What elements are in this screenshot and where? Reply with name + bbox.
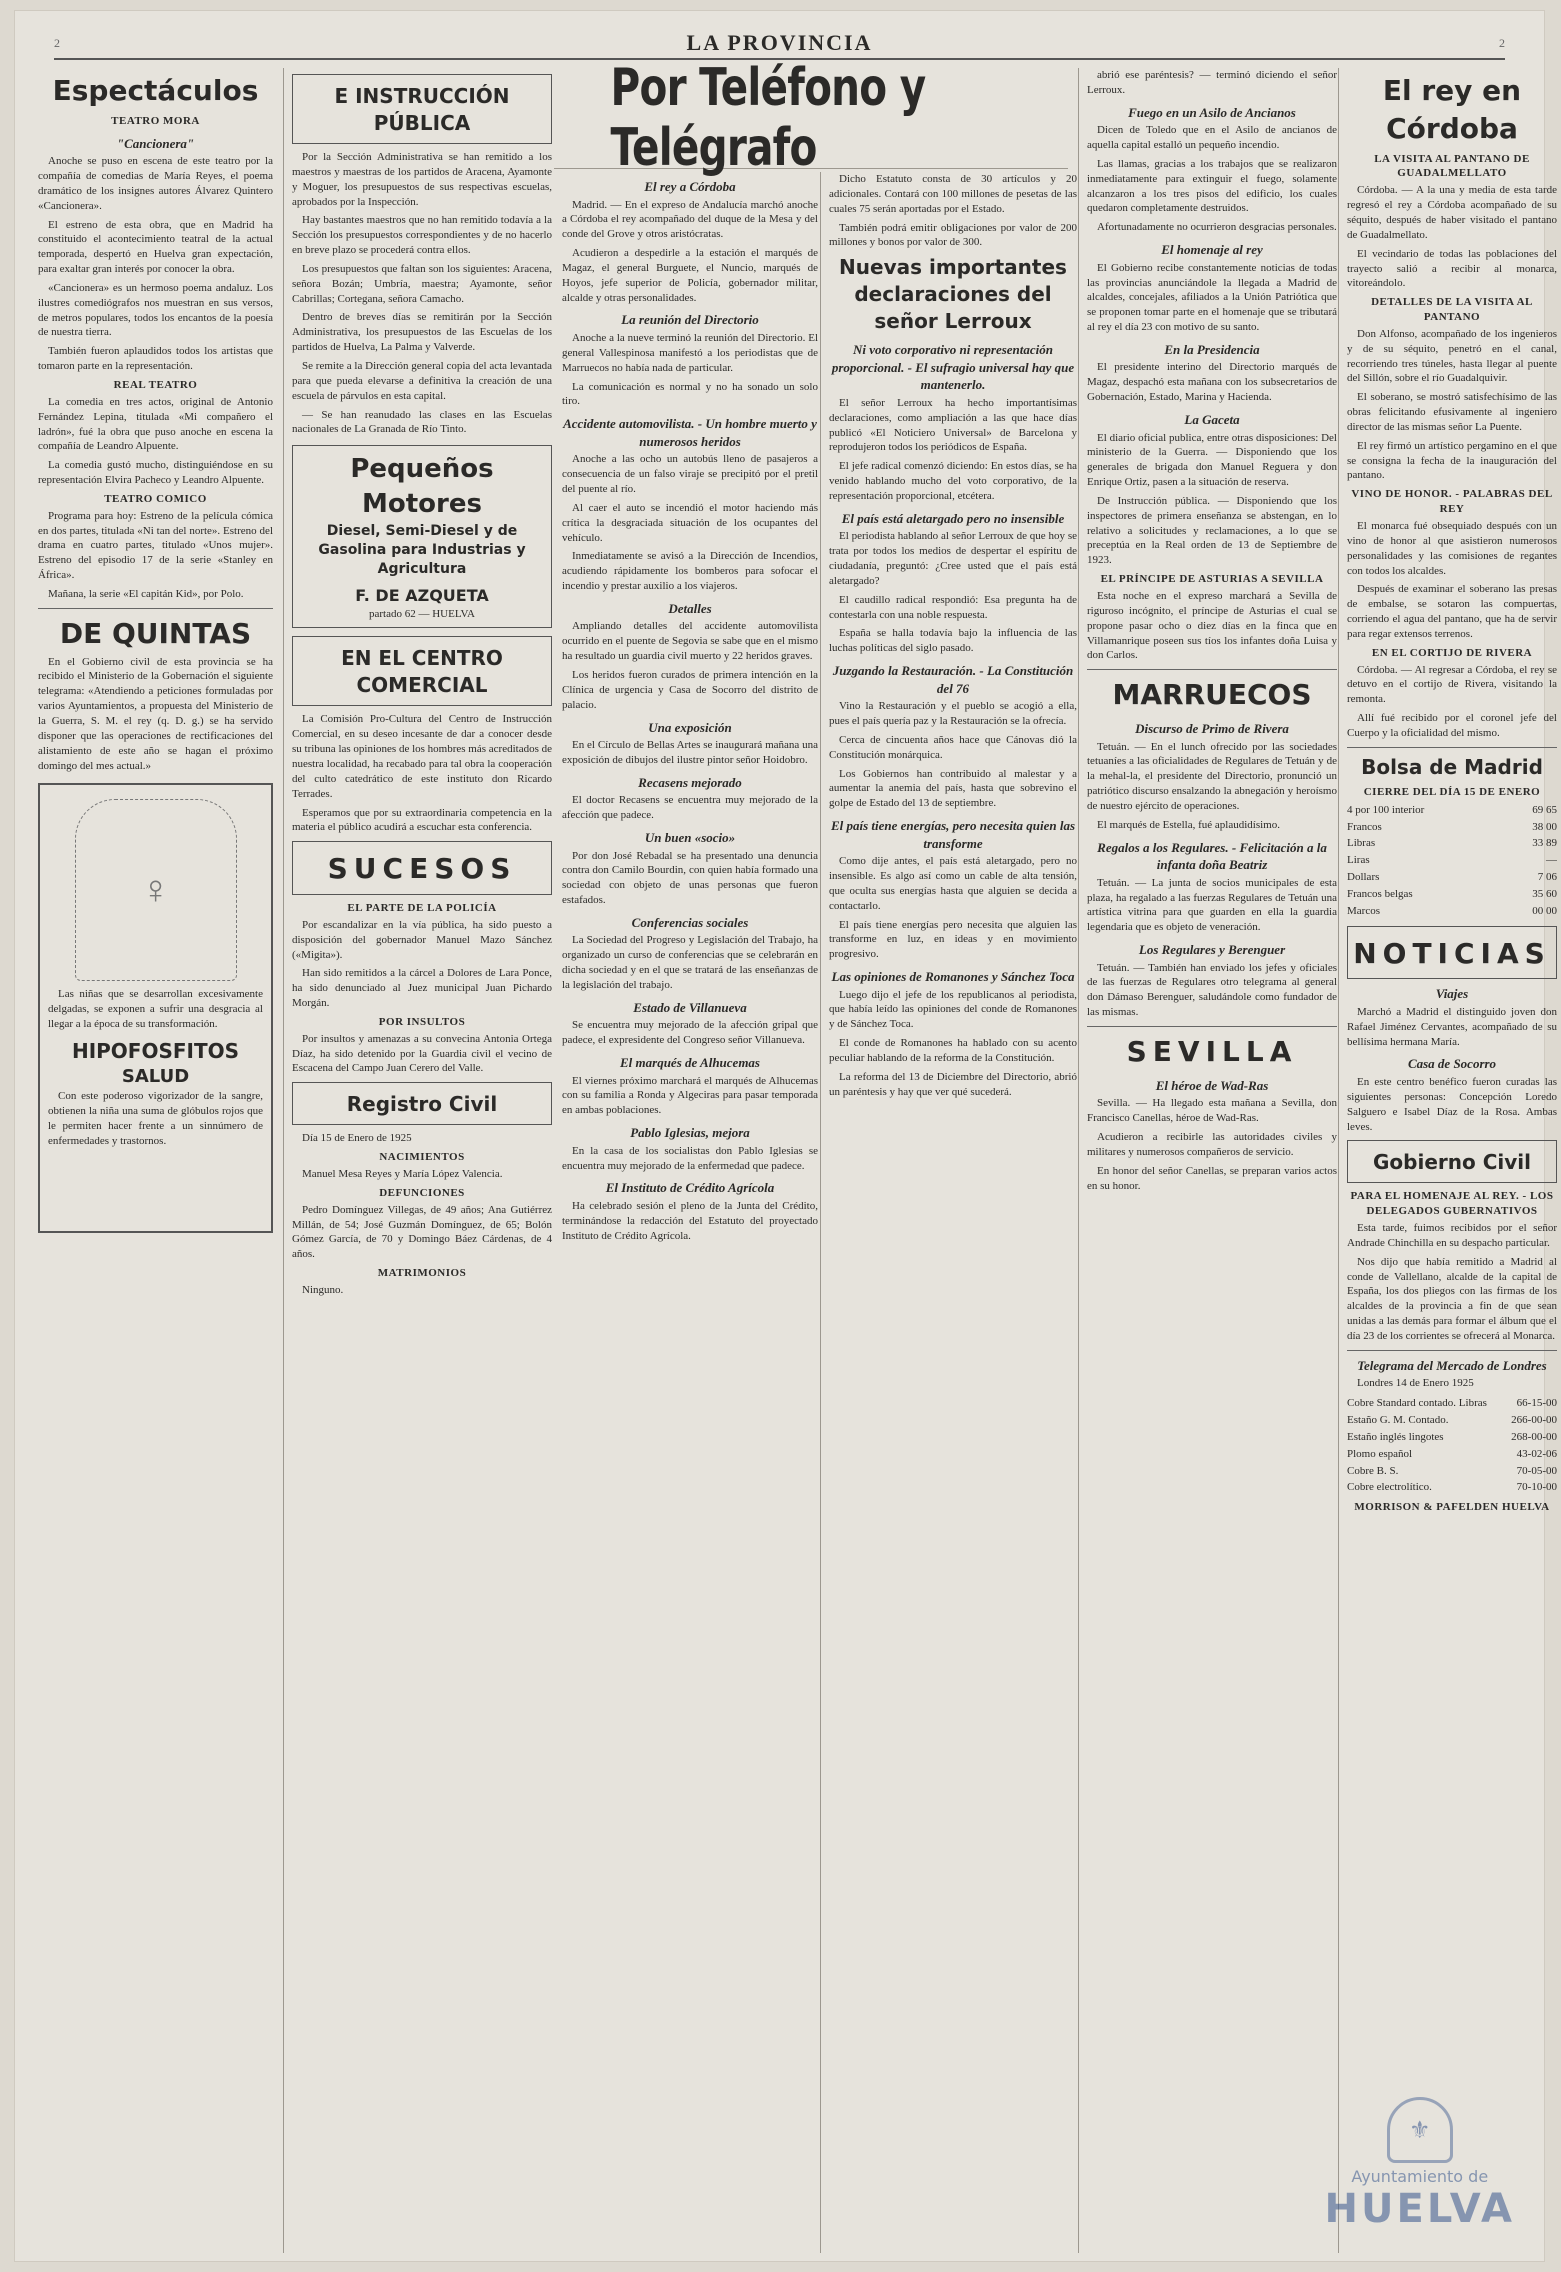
section-title-instruccion [292, 74, 552, 144]
headline: El país está aletargado pero no insensible [841, 510, 1065, 526]
headline-mercado-londres: Telegrama del Mercado de Londres [1357, 1357, 1547, 1373]
divider [38, 608, 273, 609]
row-value: 38 00 [1532, 820, 1557, 833]
headline: Estado de Villanueva [633, 999, 747, 1015]
row-label: Dollars [1347, 871, 1380, 884]
paragraph: Anoche a las ocho un autobús lleno de pasajeros a consecuencia de un falso viraje se precipitó por el pretil del puente al río. [562, 453, 818, 495]
paragraph: Marchó a Madrid el distinguido joven don Rafael Jiménez Cervantes, acompañado de su bellísima hermana María. [1347, 1005, 1557, 1048]
paragraph: El diario oficial publica, entre otras disposiciones: Del ministerio de la Guerra. — Disponiendo que los generales de brigada don Manuel Reguera y don Enrique Ortiz, pasen a la situación de reserva. [1087, 431, 1337, 489]
subhead: VINO DE HONOR. - PALABRAS DEL REY [1351, 488, 1553, 516]
section-title-bolsa: Bolsa de Madrid [1361, 754, 1543, 779]
paragraph: Córdoba. — A la una y media de esta tarde regresó el rey a Córdoba acompañado de su séquito, después de haber visitado el pantano de Guadalmellato. [1347, 184, 1557, 241]
column-rey-cordoba [1338, 68, 1557, 2253]
ad-firm: F. DE AZQUETA [355, 586, 489, 606]
columns [38, 58, 1557, 2253]
section-title-rey-cordoba: El rey en Córdoba [1382, 74, 1522, 145]
paragraph: Tetuán. — También han enviado los jefes y oficiales de las fuerzas de Regulares otro telegrama al general don Dámaso Berenguer, saludándole como fundador de las mismas. [1087, 961, 1337, 1019]
row-label: Estaño G. M. Contado. [1347, 1414, 1449, 1427]
subhead: DEFUNCIONES [379, 1186, 465, 1199]
row-value: 33 89 [1532, 837, 1557, 850]
headline: Recasens mejorado [638, 774, 742, 790]
paragraph: El caudillo radical respondió: Esa pregunta ha de contestarla con una noble respuesta. [829, 593, 1077, 621]
row-value: 266-00-00 [1511, 1414, 1557, 1427]
paragraph: Programa para hoy: Estreno de la película cómica en dos partes, titulada «Ni tan del norte». Estreno del drama en cuatro partes, titulado «Unos mujer». Estreno del episodio 17 de la serie «Stanley en África». [38, 509, 273, 582]
advertisement-motores [292, 445, 552, 628]
paragraph: En este centro benéfico fueron curadas las siguientes personas: Concepción Loredo Salguero e Isabel Díaz de la Rosa. Ambas leves. [1347, 1075, 1557, 1133]
paragraph: Dicen de Toledo que en el Asilo de ancianos de aquella capital estalló un pequeño incendio. [1087, 124, 1337, 152]
table-row [1347, 852, 1557, 869]
column-instruccion [283, 68, 552, 2253]
table-row [1347, 1479, 1557, 1496]
paragraph: De Instrucción pública. — Disponiendo que los inspectores de primera enseñanza se abstengan, en lo relativo a solicitudes y reclamaciones, a lo que se preceptúa en la Real orden de 13 de Septiembre de 1923. [1087, 494, 1337, 567]
paragraph: Sevilla. — Ha llegado esta mañana a Sevilla, don Francisco Canellas, héroe de Wad-Ras. [1087, 1097, 1337, 1125]
row-label: Libras [1347, 837, 1376, 850]
paragraph: Después de examinar el soberano las presas de embalse, se sotaron las compuertas, corriendo el agua del pantano, que ha de servir para regar extensos terrenos. [1347, 583, 1557, 640]
section-title-text: EN EL CENTRO COMERCIAL [341, 646, 503, 698]
paragraph: Esta noche en el expreso marchará a Sevilla de riguroso incógnito, el príncipe de Asturias el cual se propone pasar ocho o diez días en la finca que en Villamanrique poseen sus tíos los infantes doña Luisa y don Carlos. [1087, 589, 1337, 662]
paragraph: Los presupuestos que faltan son los siguientes: Aracena, señora Bozán; Umbría, maestra; Ayamonte, señor Cabrillas; Cortegana, señora Camacho. [292, 262, 552, 305]
row-label: Plomo español [1347, 1447, 1413, 1460]
headline: Conferencias sociales [631, 914, 749, 930]
paragraph: El monarca fué obsequiado después con un vino de honor al que asistieron numerosos personalidades y las comisiones de regantes con todos los alcaldes. [1347, 520, 1557, 577]
table-row [1347, 819, 1557, 836]
section-title-centro-comercial [292, 636, 552, 706]
subhead: PARA EL HOMENAJE AL REY. - LOS DELEGADOS GUBERNATIVOS [1350, 1190, 1554, 1218]
subhead-teatro-comico: TEATRO COMICO [104, 492, 207, 505]
section-title-gobierno-civil [1347, 1140, 1557, 1183]
paragraph: Manuel Mesa Reyes y María López Valencia. [302, 1168, 503, 1180]
headline-lerroux: Nuevas importantes declaraciones del señor Lerroux [839, 255, 1067, 334]
row-value: 7 06 [1537, 871, 1557, 884]
paragraph: El conde de Romanones ha hablado con su acento peculiar hablando de la reforma de la Constitución. [829, 1037, 1077, 1064]
subhead: NACIMIENTOS [379, 1151, 465, 1164]
watermark-line1: Ayuntamiento de [1351, 2167, 1489, 2186]
paragraph: Don Alfonso, acompañado de los ingenieros y de su séquito, penetró en el canal, recorriendo tres túneles, hasta llegar al puente del Sillón, sobre el río Guadalquivir. [1347, 327, 1557, 385]
paragraph: El marqués de Estella, fué aplaudidísimo. [1097, 818, 1280, 831]
row-label: Francos belgas [1347, 887, 1413, 900]
subhead: CIERRE DEL DÍA 15 DE ENERO [1363, 785, 1541, 798]
paragraph: Ninguno. [302, 1283, 344, 1296]
headline: Ni voto corporativo ni representación proporcional. - El sufragio universal hay que mantenerlo. [831, 342, 1075, 393]
paragraph: La reforma del 13 de Diciembre del Directorio, abrió un paréntesis y hay que ver qué sucederá. [829, 1070, 1077, 1098]
paragraph: — Se han reanudado las clases en las Escuelas nacionales de La Granada de Río Tinto. [292, 408, 552, 436]
section-title-espectaculos: Espectáculos [52, 74, 259, 107]
paragraph: Los Gobiernos han contribuido al malestar y a aumentar la anemia del país, hasta que sobrevino el golpe de Estado del 13 de septiembre. [829, 767, 1077, 810]
illustration-icon: ♀ [75, 799, 237, 981]
headline: Las opiniones de Romanones y Sánchez Toca [831, 969, 1075, 985]
subhead: POR INSULTOS [378, 1015, 466, 1028]
metals-table [1347, 1395, 1557, 1496]
table-row [1347, 886, 1557, 903]
headline: El marqués de Alhucemas [619, 1055, 760, 1071]
row-value: 268-00-00 [1511, 1430, 1557, 1443]
headline: Casa de Socorro [1407, 1056, 1497, 1072]
paragraph: En el Círculo de Bellas Artes se inaugurará mañana una exposición de dibujos del ilustre pintor señor Hoidobro. [562, 739, 818, 766]
subhead: DETALLES DE LA VISITA AL PANTANO [1371, 296, 1533, 324]
paragraph: Hay bastantes maestros que no han remitido todavía a la Sección los presupuestos correspondientes y de no hacerlo en breve plazo se procederá contra ellos. [292, 214, 552, 257]
paragraph: También fueron aplaudidos todos los artistas que tomaron parte en la representación. [38, 345, 273, 373]
section-title-de-quintas: DE QUINTAS [59, 616, 252, 650]
row-label: Cobre electrolítico. [1347, 1481, 1432, 1494]
paragraph: El periodista hablando al señor Lerroux de que hoy se trata por todos los medios de despertar el espíritu de ciudadanía, preguntó: ¿Cree usted que el país está aletargado? [829, 530, 1077, 587]
paragraph: La comedia gustó mucho, distinguiéndose en su representación Elvira Pacheco y Leandro Alpuente. [38, 459, 273, 487]
subhead-cancionera: "Cancionera" [116, 135, 195, 151]
table-row [1347, 869, 1557, 886]
subhead: LA VISITA AL PANTANO DE GUADALMELLATO [1374, 152, 1530, 180]
row-value: 70-10-00 [1516, 1481, 1557, 1494]
banner-headline [554, 58, 1068, 178]
ad-brand-secondary: SALUD [121, 1065, 190, 1087]
column-telegrafo-1 [554, 172, 818, 2253]
paragraph: El Gobierno recibe constantemente noticias de todas las provincias anunciándole la llegada a Madrid de alcaldes, concejales, afiliados a la Unión Patriótica que se proponen tomar parte en el homenaje que se tributará al rey el día 23 con motivo de su santo. [1087, 261, 1337, 334]
column-espectaculos [38, 68, 273, 2253]
divider [1087, 1026, 1337, 1027]
paragraph: La comedia en tres actos, original de Antonio Fernández Lepina, titulada «Mi compañero el ladrón», fué la obra que puso anoche en escena la compañía de Leandro Alpuente. [38, 395, 273, 453]
ad-text: Las niñas que se desarrollan excesivamente delgadas, se exponen a sufrir una desgracia al llegar a la época de su transformación. [48, 988, 263, 1031]
table-row [1347, 1395, 1557, 1412]
headline: Juzgando la Restauración. - La Constitución del 76 [832, 663, 1074, 696]
paragraph: En el Gobierno civil de esta provincia se ha recibido el Ministerio de la Gobernación el siguiente telegrama: «Atendiendo a peticiones formuladas por varios Ayuntamientos, a propuesta del Ministerio de la Guerra, S. M. el rey (q. D. g.) se ha servido disponer que las operaciones de rectificaciones del alistamiento de este año se hagan el próximo domingo del mes actual.» [38, 655, 273, 772]
paragraph: Luego dijo el jefe de los republicanos al periodista, que había leído las opiniones del conde de Romanones y de Sánchez Toca. [829, 988, 1077, 1031]
section-title-registro-civil [292, 1082, 552, 1125]
coat-of-arms-icon: ⚜ [1387, 2097, 1453, 2163]
date-line: Día 15 de Enero de 1925 [302, 1132, 412, 1145]
subhead: MATRIMONIOS [377, 1267, 467, 1280]
section-title-text: NOTICIAS [1353, 936, 1551, 970]
date-line: Londres 14 de Enero 1925 [1357, 1377, 1474, 1390]
page-number-right: 2 [1499, 35, 1505, 50]
row-label: Francos [1347, 820, 1382, 833]
table-row [1347, 1412, 1557, 1429]
paragraph: Allí fué recibido por el coronel jefe del Cuerpo y la oficialidad del mismo. [1347, 712, 1557, 739]
paragraph: Los heridos fueron curados de primera intención en la Clínica de urgencia y Casa de Socorro del distrito de palacio. [562, 668, 818, 711]
paragraph: En honor del señor Canellas, se preparan varios actos en su honor. [1087, 1164, 1337, 1192]
stock-table [1347, 802, 1557, 920]
archive-watermark [1325, 2097, 1515, 2232]
subhead-teatro-mora: TEATRO MORA [111, 114, 200, 127]
headline: El homenaje al rey [1161, 242, 1263, 258]
headline: Detalles [668, 600, 712, 616]
table-row [1347, 903, 1557, 920]
paragraph: Esperamos que por su extraordinaria competencia en la materia el público acudirá a escuchar esta conferencia. [292, 806, 552, 834]
paragraph: Se encuentra muy mejorado de la afección gripal que padece, el expresidente del Congreso señor Villanueva. [562, 1019, 818, 1047]
divider [1347, 747, 1557, 748]
paragraph: Acudieron a recibirle las autoridades civiles y militares y numerosos compañeros de servicio. [1087, 1131, 1337, 1158]
paragraph: La Sociedad del Progreso y Legislación del Trabajo, ha organizado un curso de conferencias que se celebrarán en dicha sociedad y en el que se tratará de las enseñanzas de la legislación del trabajo. [562, 934, 818, 991]
ad-title: Pequeños Motores [350, 454, 494, 520]
column-telegrafo-2 [820, 172, 1077, 2253]
table-row [1347, 1463, 1557, 1480]
paragraph: Ha celebrado sesión el pleno de la Junta del Crédito, terminándose la redacción del Estatuto del proyectado Instituto de Crédito Agrícola. [562, 1199, 818, 1242]
paragraph: El país tiene energías pero necesita que alguien las transforme en luz, en ideas y en movimiento progresivo. [829, 918, 1077, 961]
paragraph: Mañana, la serie «El capitán Kid», por Polo. [48, 587, 244, 600]
headline: Viajes [1435, 986, 1469, 1002]
paragraph: Tetuán. — En el lunch ofrecido por las sociedades tetuaníes a las oficialidades de Regulares de Tetuán y de la mehal-la, el presidente del Directorio, pronunció un patriótico discurso ensalzando la abnegación y heroísmo de nuestro ejército de operaciones. [1087, 740, 1337, 812]
section-title-text: Gobierno Civil [1373, 1150, 1531, 1175]
section-title-text: SUCESOS [327, 852, 517, 886]
headline: La reunión del Directorio [621, 312, 759, 328]
row-label: 4 por 100 interior [1347, 803, 1425, 816]
paragraph: España se halla todavía bajo la influencia de las luchas políticas del siglo pasado. [829, 627, 1077, 655]
headline: Los Regulares y Berenguer [1138, 942, 1286, 958]
paragraph: Como dije antes, el país está aletargado, pero no insensible. Es algo así como un cable de alta tensión, que oculta sus energías hasta que alguien se decida a contactarlo. [829, 855, 1077, 912]
headline: Un buen «socio» [644, 829, 736, 845]
paragraph: El doctor Recasens se encuentra muy mejorado de la afección que padece. [562, 794, 818, 822]
row-label: Cobre Standard contado. Libras [1347, 1397, 1487, 1410]
section-title-marruecos: MARRUECOS [1112, 678, 1312, 712]
divider [1347, 1350, 1557, 1351]
subhead: EN EL CORTIJO DE RIVERA [1371, 646, 1533, 659]
headline: El rey a Córdoba [644, 179, 736, 194]
page-number-left: 2 [54, 35, 60, 50]
paragraph: Por insultos y amenazas a su convecina Antonia Ortega Díaz, ha sido detenido por la Guardia civil el vecino de Escacena del Campo Juan Cerero del Valle. [292, 1032, 552, 1075]
banner-headline-text: Por Teléfono y Telégrafo [610, 58, 926, 178]
paragraph: Las llamas, gracias a los trabajos que se realizaron inmediatamente para extinguir el fuego, solamente alcanzaron a los tres pisos del edificio, los cuales quedaron completamente destruidos. [1087, 157, 1337, 215]
headline: Fuego en un Asilo de Ancianos [1128, 104, 1296, 120]
subhead: EL PRÍNCIPE DE ASTURIAS A SEVILLA [1100, 573, 1324, 586]
headline: El país tiene energías, pero necesita quien las transforme [830, 818, 1076, 851]
paragraph: Esta tarde, fuimos recibidos por el señor Andrade Chinchilla en su despacho particular. [1347, 1222, 1557, 1249]
ad-text: Con este poderoso vigorizador de la sangre, obtienen la niña una suma de glóbulos rojos que le permiten hacer frente a un sinnúmero de enfermedades y trastornos. [48, 1090, 263, 1147]
paragraph: Córdoba. — Al regresar a Córdoba, el rey se detuvo en el cortijo de Rivera, visitando la remonta. [1347, 663, 1557, 706]
row-value: — [1546, 854, 1557, 867]
headline: La Gaceta [1184, 411, 1240, 427]
paragraph: Tetuán. — La junta de socios municipales de esta plaza, ha regalado a las fuerzas Regulares de Tetuán una artística vitrina para que guarden en ella la guardia legendaria que es objeto de veneración. [1087, 876, 1337, 934]
row-value: 70-05-00 [1516, 1464, 1557, 1477]
paragraph: El vecindario de todas las poblaciones del trayecto salió a recibir al monarca, vitoreándolo. [1347, 247, 1557, 290]
section-title-sevilla: SEVILLA [1126, 1034, 1298, 1068]
advertisement-hipofosfitos [38, 783, 273, 1233]
row-label: Marcos [1347, 904, 1380, 917]
row-value: 43-02-06 [1516, 1447, 1557, 1460]
watermark-line2: HUELVA [1324, 2186, 1515, 2232]
paragraph: Han sido remitidos a la cárcel a Dolores de Lara Ponce, ha sido denunciado al Juez municipal Juan Pichardo Morgán. [292, 967, 552, 1010]
headline: Accidente automovilista. - Un hombre muerto y numerosos heridos [563, 416, 817, 449]
stock-table-body [1347, 802, 1557, 920]
headline: Pablo Iglesias, mejora [630, 1125, 750, 1141]
metals-table-body [1347, 1395, 1557, 1496]
headline: El Instituto de Crédito Agrícola [605, 1180, 775, 1196]
paragraph: Madrid. — En el expreso de Andalucía marchó anoche a Córdoba el rey acompañado del duque de la Mesa y del conde del Grove y otros aristócratas. [562, 198, 818, 241]
paragraph: Se remite a la Dirección general copia del acta levantada para que pueda elevarse a definitiva la creación de una escuela de párvulos en esta capital. [292, 359, 552, 402]
column-telegrafo-3 [1078, 68, 1337, 2253]
row-value: 00 00 [1532, 904, 1557, 917]
row-label: Liras [1347, 854, 1370, 867]
paragraph: Ampliando detalles del accidente automovilista ocurrido en el puente de Segovia se sabe que en el mismo ha resultado un guardia civil muerto y 22 heridos graves. [562, 620, 818, 663]
newspaper-name: LA PROVINCIA [686, 30, 873, 55]
table-row [1347, 1429, 1557, 1446]
paragraph: Acudieron a despedirle a la estación el marqués de Magaz, el general Burguete, el Nuncio, marqués de Hoyos, jefe superior de Policía, gobernador militar, alcalde y otras personalidades. [562, 247, 818, 304]
paragraph: Vino la Restauración y el pueblo se acogió a ella, pues el país quería paz y la Restauración se la ofrecía. [829, 700, 1077, 727]
paragraph: El jefe radical comenzó diciendo: En estos días, se ha venido hablando mucho del voto corporativo, de la representación proporcional, etcétera. [829, 460, 1077, 502]
row-label: Cobre B. S. [1347, 1464, 1399, 1477]
paragraph: Por don José Rebadal se ha presentado una denuncia contra don Camilo Bourdin, con quien había formado una sociedad con objeto de unas personas que fueron estafados. [562, 849, 818, 907]
ad-address: partado 62 — HUELVA [368, 607, 476, 620]
paragraph: Nos dijo que había remitido a Madrid al conde de Vallellano, alcalde de la capital de España, los dos pliegos con las firmas de los alcaldes de la provincia a fin de que sean unidas a las demás para formar el álbum que el día 23 de los corrientes se ofrecerá al Monarca. [1347, 1255, 1557, 1342]
table-row [1347, 835, 1557, 852]
headline: El héroe de Wad-Ras [1155, 1077, 1269, 1093]
paragraph: Pedro Domínguez Villegas, de 49 años; Ana Gutiérrez Millán, de 54; José Guzmán Domínguez, de 65; Bolón Gómez García, de 70 y Domingo Báez Cárdenas, de 4 años. [292, 1203, 552, 1261]
subhead-real-teatro: REAL TEATRO [113, 379, 198, 391]
paragraph: Por la Sección Administrativa se han remitido a los maestros y maestras de los partidos de Aracena, Ayamonte y Moguer, los presupuestos de sus respectivas escuelas, aprobados por la Inspección. [292, 151, 552, 208]
paragraph: El señor Lerroux ha hecho importantísimas declaraciones, como ampliación a las que hace días publicó «El Noticiero Universal» de Barcelona y reprodujeron todos los periódicos de España. [829, 396, 1077, 454]
headline: Discurso de Primo de Rivera [1135, 720, 1289, 736]
paragraph: Dentro de breves días se remitirán por la Sección Administrativa, los presupuestos de las Escuelas de los partidos de Huelva, La Palma y Valverde. [292, 311, 552, 354]
paragraph: También podrá emitir obligaciones por valor de 200 millones y bonos por valor de 300. [829, 221, 1077, 249]
paragraph: Por escandalizar en la vía pública, ha sido puesto a disposición del gobernador Manuel Mazo Sánchez («Migita»). [292, 918, 552, 961]
paragraph: La Comisión Pro-Cultura del Centro de Instrucción Comercial, en su deseo incesante de dar a conocer desde su tribuna las opiniones de los hombres más acreditados de nuestra localidad, ha recabado para tal obra la cooperación del culto catedrático de este instituto don Ricardo Terrades. [292, 713, 552, 800]
subhead: MORRISON & PAFELDEN HUELVA [1354, 1501, 1550, 1514]
headline: Regalos a los Regulares. - Felicitación a la infanta doña Beatriz [1097, 839, 1327, 873]
divider [1087, 669, 1337, 670]
paragraph: «Cancionera» es un hermoso poema andaluz. Los ilustres comediógrafos nos muestran en sus versos, de metros populares, todos los encantos de la poesía de nuestra tierra. [38, 281, 273, 339]
paragraph: abrió ese paréntesis? — terminó diciendo el señor Lerroux. [1087, 69, 1337, 96]
row-value: 35 60 [1532, 887, 1557, 900]
headline: Una exposición [648, 719, 732, 735]
paragraph: El presidente interino del Directorio marqués de Magaz, despachó esta mañana con los subsecretarios de Gobernación, Estado, Marina y Hacienda. [1087, 361, 1337, 404]
row-value: 69 65 [1532, 803, 1557, 816]
ad-subtitle: Diesel, Semi-Diesel y de Gasolina para Industrias y Agricultura [318, 523, 526, 578]
paragraph: La comunicación es normal y no ha sonado un solo tiro. [562, 380, 818, 408]
section-title-noticias [1347, 926, 1557, 980]
paragraph: Cerca de cincuenta años hace que Cánovas dió la Constitución monárquica. [829, 733, 1077, 761]
newspaper-page [14, 10, 1557, 2262]
paragraph: Anoche se puso en escena de este teatro por la compañía de comedias de María Reyes, el poema dramático de los insignes autores Álvarez Quintero «Cancionera». [38, 155, 273, 212]
headline: En la Presidencia [1164, 341, 1260, 357]
table-row [1347, 1446, 1557, 1463]
paragraph: Anoche a la nueve terminó la reunión del Directorio. El general Vallespinosa manifestó a los periodistas que de Marruecos no había nada de particular. [562, 332, 818, 374]
section-title-sucesos [292, 841, 552, 895]
paragraph: Dicho Estatuto consta de 30 artículos y 20 adicionales. Contará con 100 millones de pesetas de las cuales 75 serán aportadas por el Estado. [829, 173, 1077, 215]
subhead: EL PARTE DE LA POLICÍA [347, 902, 497, 915]
ad-brand: HIPOFOSFITOS [71, 1038, 240, 1063]
paragraph: Afortunadamente no ocurrieron desgracias personales. [1097, 221, 1337, 234]
section-title-text: Registro Civil [346, 1092, 498, 1117]
section-title-text: E INSTRUCCIÓN PÚBLICA [334, 84, 510, 135]
row-value: 66-15-00 [1516, 1397, 1557, 1410]
masthead [54, 28, 1505, 60]
paragraph: En la casa de los socialistas don Pablo Iglesias se encuentra muy mejorado de la enfermedad que padece. [562, 1144, 818, 1172]
paragraph: El rey firmó un artístico pergamino en el que se consigna la fecha de la inauguración del pantano. [1347, 439, 1557, 482]
table-row [1347, 802, 1557, 819]
paragraph: Inmediatamente se avisó a la Dirección de Incendios, acudiendo rápidamente los bomberos para sofocar el incendio y prestar auxilio a los viajeros. [562, 550, 818, 593]
row-label: Estaño inglés lingotes [1347, 1430, 1444, 1443]
paragraph: Al caer el auto se incendió el motor haciendo más crítica la desgraciada situación de los ocupantes del vehículo. [562, 501, 818, 544]
paragraph: El estreno de esta obra, que en Madrid ha constituido el acontecimiento teatral de la actual temporada, despertó en Huelva gran expectación, para exaltar gran interés por conocer la obra. [38, 218, 273, 276]
paragraph: El soberano, se mostró satisfechísimo de las obras felicitando efusivamente al ingeniero director de las mismas señor La Puente. [1347, 391, 1557, 433]
paragraph: El viernes próximo marchará el marqués de Alhucemas con su familia a Ronda y Algeciras para pasar temporada en ambas poblaciones. [562, 1074, 818, 1117]
